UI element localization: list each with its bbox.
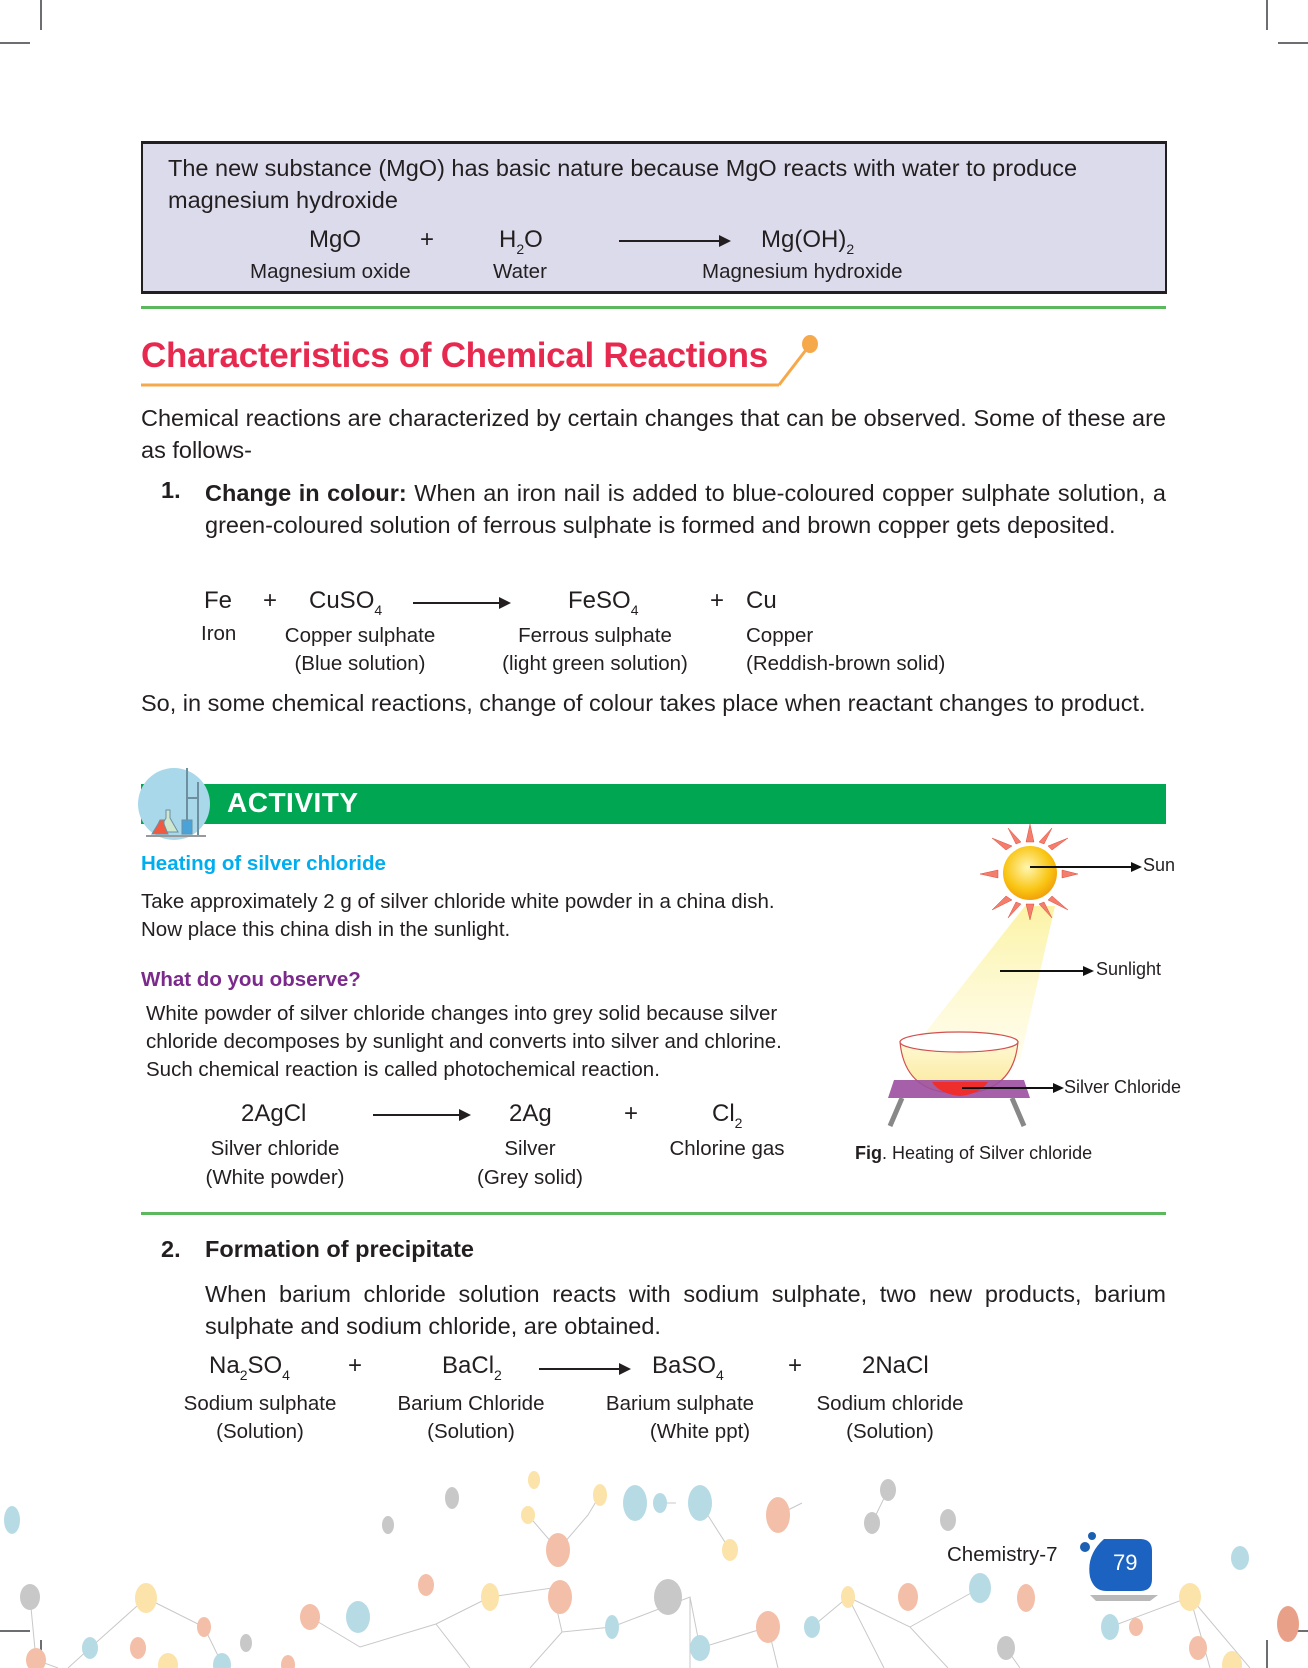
- divider-line: [141, 306, 1166, 309]
- formula-feso4: FeSO$_4$: [568, 587, 639, 618]
- sun-pointer-arrow: [1030, 866, 1140, 868]
- formula-cu: Cu: [746, 587, 777, 614]
- info-text-line2: magnesium hydroxide: [168, 187, 398, 213]
- formula-2ag: 2Ag: [509, 1100, 552, 1127]
- formula-2agcl: 2AgCl: [241, 1100, 307, 1127]
- divider-line: [141, 1212, 1166, 1215]
- formula-baso4: BaSO$_4$: [652, 1352, 724, 1383]
- label-sun: Sun: [1143, 855, 1176, 875]
- label-copper-sulphate: Copper sulphate (Blue solution): [284, 624, 436, 675]
- label-sodium-chloride: Sodium chloride (Solution): [816, 1392, 964, 1443]
- plus-sign: +: [710, 587, 725, 614]
- label-water: Water: [493, 260, 547, 283]
- label-chlorine-gas: Chlorine gas: [669, 1137, 785, 1160]
- label-barium-chloride: Barium Chloride (Solution): [397, 1392, 545, 1443]
- info-text-line1: The new substance (MgO) has basic nature because MgO reacts with water to produce: [168, 155, 1078, 181]
- info-box: [141, 141, 1167, 294]
- item1-text: When an iron nail is added to blue-coloured copper sulphate solution, a green-coloured solution of ferrous sulphate is formed and brown copper gets deposited.: [205, 480, 1167, 538]
- footer-book-title: Chemistry-7: [947, 1543, 1058, 1566]
- item1-conclusion: So, in some chemical reactions, change of colour takes place when reactant changes to product.: [141, 690, 1146, 716]
- label-silver: Silver (Grey solid): [477, 1137, 583, 1189]
- item2-number: 2.: [161, 1236, 181, 1262]
- crop-mark: [0, 42, 30, 44]
- reaction-arrow: [373, 1114, 469, 1116]
- plus-sign: +: [263, 587, 278, 614]
- intro-paragraph: Chemical reactions are characterized by certain changes that can be observed. Some of these are as follows-: [141, 405, 1166, 463]
- label-sunlight: Sunlight: [1096, 959, 1162, 979]
- formula-h2o: $H_2O$: [499, 226, 543, 257]
- page-number: 79: [1113, 1550, 1138, 1575]
- formula-na2so4: $Na_2SO_4$: [209, 1352, 290, 1383]
- item2-heading: Formation of precipitate: [205, 1236, 474, 1262]
- plus-sign: +: [624, 1100, 639, 1127]
- silver-chloride-pointer-arrow: [962, 1087, 1062, 1089]
- plus-sign: +: [348, 1352, 363, 1379]
- item1-number: 1.: [161, 477, 181, 503]
- title-underline-decoration: [141, 330, 831, 390]
- crop-mark: [1278, 42, 1308, 44]
- label-copper: Copper (Reddish-brown solid): [746, 624, 946, 675]
- crop-mark: [40, 0, 42, 30]
- formula-cl2: $Cl_2$: [712, 1100, 743, 1131]
- activity-banner: [141, 784, 1166, 824]
- section-title: Characteristics of Chemical Reactions: [141, 336, 768, 375]
- formula-bacl2: BaCl$_2$: [442, 1352, 502, 1383]
- sunlight-pointer-arrow: [1000, 970, 1092, 972]
- activity-title: ACTIVITY: [227, 787, 359, 818]
- activity-question: What do you observe?: [141, 968, 361, 991]
- crop-mark: [1266, 0, 1268, 30]
- activity-steps: Take approximately 2 g of silver chloride white powder in a china dish. Now place this china dish in the sunlight.: [141, 890, 775, 941]
- formula-mgoh2: $Mg(OH)_2$: [761, 226, 855, 257]
- formula-cuso4: CuSO$_4$: [309, 587, 383, 618]
- plus-sign: +: [788, 1352, 803, 1379]
- reaction-arrow: [619, 240, 729, 242]
- item2-paragraph: When barium chloride solution reacts with sodium sulphate, two new products, barium sulphate and sodium chloride, are obtained.: [205, 1281, 1166, 1339]
- formula-fe: Fe: [204, 587, 233, 614]
- label-magnesium-oxide: Magnesium oxide: [250, 260, 411, 283]
- label-barium-sulphate: Barium sulphate (White ppt): [605, 1392, 755, 1443]
- figure-caption: Fig. Heating of Silver chloride: [855, 1143, 1093, 1163]
- activity-subtitle: Heating of silver chloride: [141, 852, 386, 875]
- label-sodium-sulphate: Sodium sulphate (Solution): [183, 1392, 337, 1443]
- item1-heading: Change in colour:: [205, 480, 407, 506]
- reaction-arrow: [413, 602, 509, 604]
- label-iron: Iron: [201, 622, 237, 645]
- activity-observation: White powder of silver chloride changes into grey solid because silver chloride decomposes by sunlight and converts into silver and chlorine. Such chemical reaction is called photochemical reaction.: [146, 1002, 782, 1081]
- label-ferrous-sulphate: Ferrous sulphate (light green solution): [502, 624, 688, 675]
- item1-paragraph: [205, 477, 1166, 541]
- label-magnesium-hydroxide: Magnesium hydroxide: [702, 260, 903, 283]
- formula-mgo: MgO: [309, 226, 362, 253]
- lab-equipment-icon: [136, 766, 212, 842]
- label-silver-chloride: Silver chloride (White powder): [205, 1137, 345, 1189]
- label-silver-chloride-figure: Silver Chloride: [1064, 1077, 1182, 1097]
- reaction-arrow: [539, 1368, 629, 1370]
- plus-sign: +: [420, 226, 435, 253]
- formula-2nacl: 2NaCl: [862, 1352, 929, 1379]
